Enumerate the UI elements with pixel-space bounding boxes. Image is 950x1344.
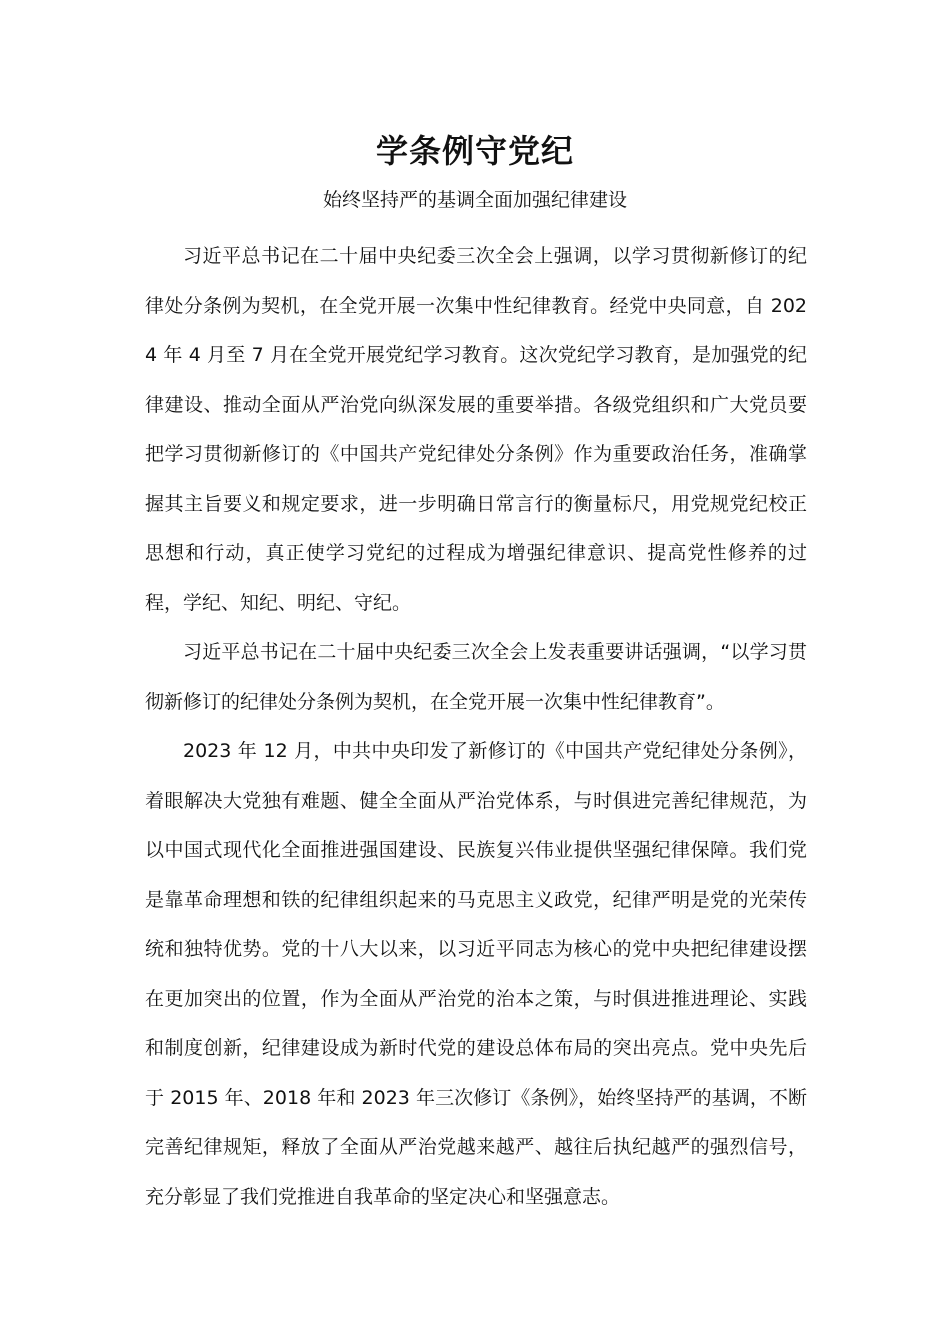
body-paragraph-1: 习近平总书记在二十届中央纪委三次全会上强调，以学习贯彻新修订的纪律处分条例为契机，在全党开展一次集中性纪律教育。经党中央同意，自 2024 年 4 月至 7 月在全党开展党纪学习教育。这次党纪学习教育，是加强党的纪律建设、推动全面从严治党向纵深发展的重要举措。各级党组织和广大党员要把学习贯彻新修订的《中国共产党纪律处分条例》作为重要政治任务，准确掌握其主旨要义和规定要求，进一步明确日常言行的衡量标尺，用党规党纪校正思想和行动，真正使学习党纪的过程成为增强纪律意识、提高党性修养的过程，学纪、知纪、明纪、守纪。 [145,245,807,614]
document-subtitle: 始终坚持严的基调全面加强纪律建设 [322,189,627,211]
document-body [145,232,807,1222]
document-title: 学条例守党纪 [375,132,574,170]
body-paragraph-3: 2023 年 12 月，中共中央印发了新修订的《中国共产党纪律处分条例》，着眼解决大党独有难题、健全全面从严治党体系，与时俱进完善纪律规范，为以中国式现代化全面推进强国建设、民族复兴伟业提供坚强纪律保障。我们党是靠革命理想和铁的纪律组织起来的马克思主义政党，纪律严明是党的光荣传统和独特优势。党的十八大以来，以习近平同志为核心的党中央把纪律建设摆在更加突出的位置，作为全面从严治党的治本之策，与时俱进推进理论、实践和制度创新，纪律建设成为新时代党的建设总体布局的突出亮点。党中央先后于 2015 年、2018 年和 2023 年三次修订《条例》，始终坚持严的基调，不断完善纪律规矩，释放了全面从严治党越来越严、越往后执纪越严的强烈信号，充分彰显了我们党推进自我革命的坚定决心和坚强意志。 [145,740,807,1208]
body-paragraph-2: 习近平总书记在二十届中央纪委三次全会上发表重要讲话强调，“以学习贯彻新修订的纪律处分条例为契机，在全党开展一次集中性纪律教育”。 [145,641,807,713]
